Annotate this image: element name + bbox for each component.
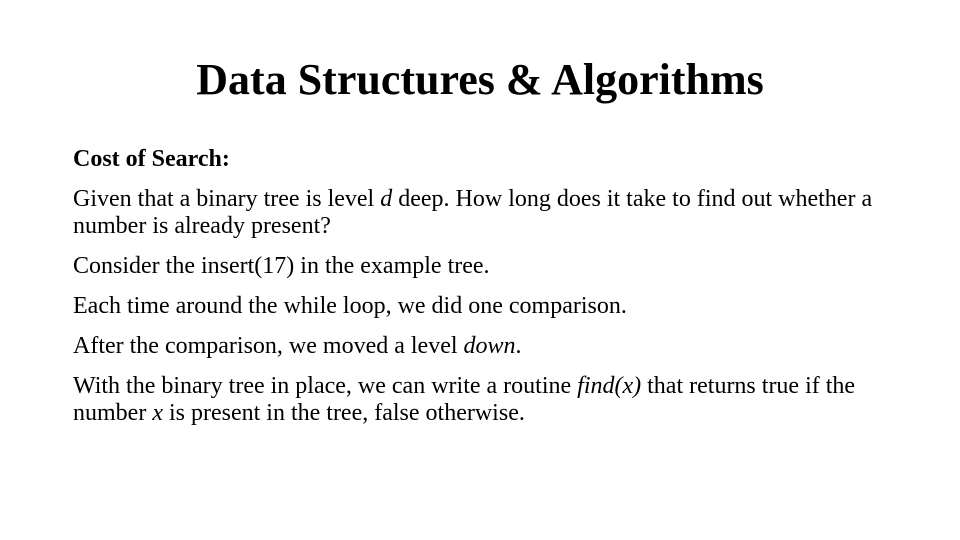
- paragraph-after-text: After the comparison, we moved a level: [73, 333, 464, 359]
- paragraph-find-text-middle: that returns true if the number: [73, 373, 856, 426]
- paragraph-given-text-end: deep. How long does it take to find out whether a number is already present?: [73, 186, 873, 239]
- paragraph-find: [73, 373, 903, 427]
- emphasis-down: down: [463, 333, 516, 359]
- paragraph-after: [73, 333, 903, 360]
- section-heading: Cost of Search:: [73, 146, 230, 172]
- variable-d: d: [380, 186, 393, 212]
- slide-title: Data Structures & Algorithms: [196, 55, 764, 104]
- paragraph-find-text-end: is present in the tree, false otherwise.: [162, 400, 525, 426]
- slide-body: [73, 146, 903, 440]
- paragraph-given-text: Given that a binary tree is level: [73, 186, 381, 212]
- variable-x: x: [152, 400, 163, 426]
- paragraph-consider: Consider the insert(17) in the example tree.: [73, 253, 490, 279]
- paragraph-given: [73, 186, 903, 240]
- function-find: find(x): [577, 373, 642, 399]
- paragraph-loop: Each time around the while loop, we did one comparison.: [73, 293, 627, 319]
- paragraph-find-text: With the binary tree in place, we can write a routine: [73, 373, 578, 399]
- paragraph-after-text-end: .: [515, 333, 522, 359]
